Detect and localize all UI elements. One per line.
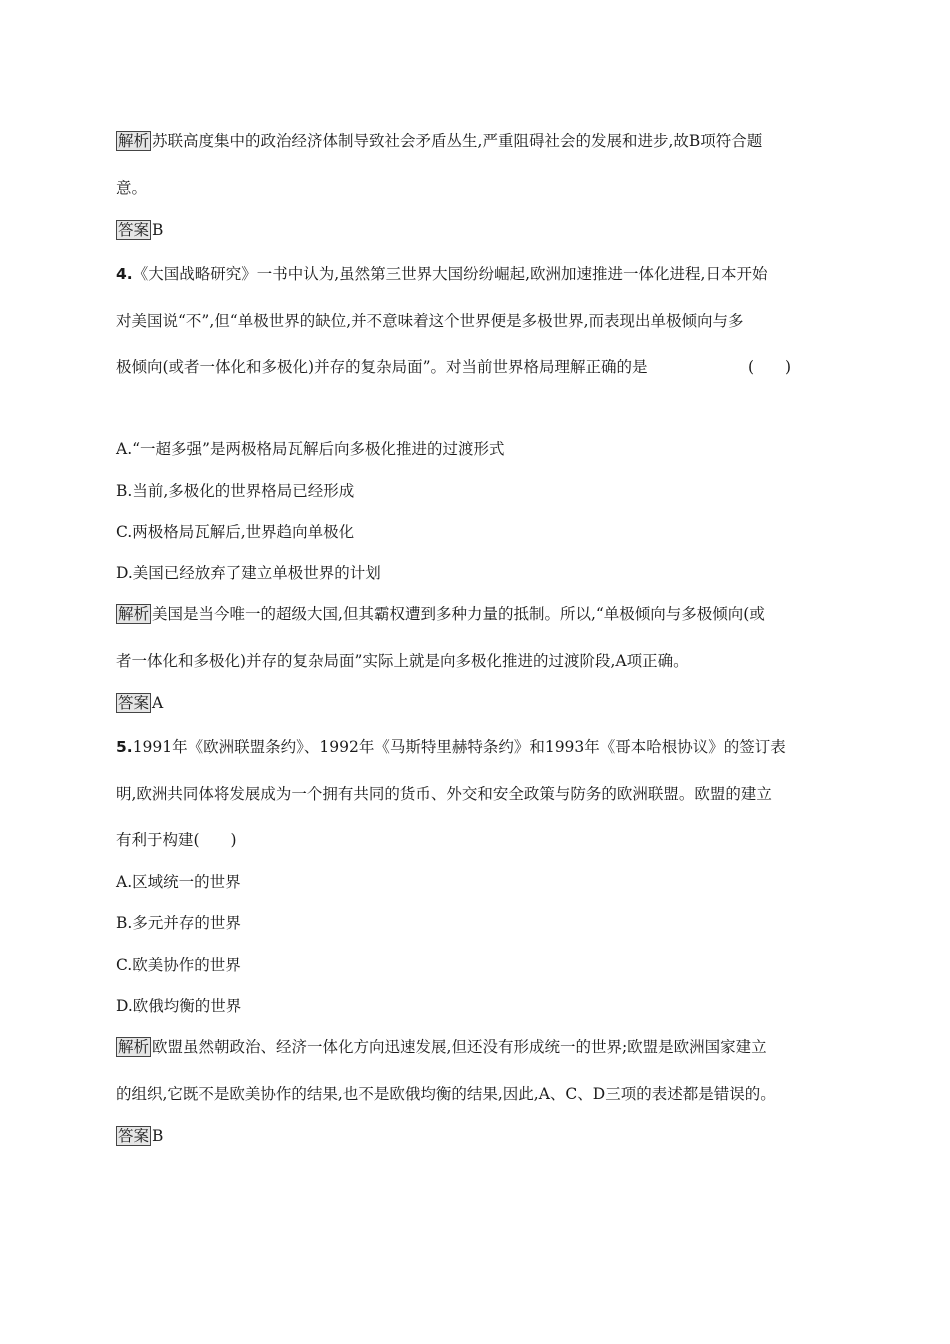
analysis-tag: 解析 xyxy=(118,1038,150,1056)
analysis-tag: 解析 xyxy=(118,132,150,150)
analysis-text: 苏联高度集中的政治经济体制导致社会矛盾丛生,严重阻碍社会的发展和进步,故B项符合题 xyxy=(152,132,763,150)
q4-analysis-line2: 者一体化和多极化)并存的复杂局面”实际上就是向多极化推进的过渡阶段,A项正确。 xyxy=(116,652,689,670)
q5-option-a: A.区域统一的世界 xyxy=(116,873,241,891)
answer-value: B xyxy=(152,1127,164,1145)
q4-stem-line1 xyxy=(116,264,767,284)
q3-analysis-line1 xyxy=(116,131,762,151)
answer-tag: 答案 xyxy=(118,221,150,239)
answer-tag: 答案 xyxy=(118,694,150,712)
analysis-text: 欧盟虽然朝政治、经济一体化方向迅速发展,但还没有形成统一的世界;欧盟是欧洲国家建立 xyxy=(152,1038,767,1056)
answer-value: B xyxy=(152,221,164,239)
question-number: 4. xyxy=(116,265,133,283)
q4-analysis-line1 xyxy=(116,604,765,624)
q4-option-d: D.美国已经放弃了建立单极世界的计划 xyxy=(116,564,381,582)
q5-answer xyxy=(116,1126,163,1146)
stem-text: 《大国战略研究》一书中认为,虽然第三世界大国纷纷崛起,欧洲加速推进一体化进程,日本开始 xyxy=(132,265,768,283)
q5-analysis-line1 xyxy=(116,1037,767,1057)
q4-answer xyxy=(116,693,163,713)
analysis-tag: 解析 xyxy=(118,605,150,623)
q3-answer xyxy=(116,220,163,240)
q5-stem-line3: 有利于构建( ) xyxy=(116,831,237,849)
q5-stem-line1 xyxy=(116,737,786,757)
q3-analysis-line2: 意。 xyxy=(116,179,148,197)
analysis-text: 美国是当今唯一的超级大国,但其霸权遭到多种力量的抵制。所以,“单极倾向与多极倾向(或 xyxy=(152,605,765,623)
q4-option-a: A.“一超多强”是两极格局瓦解后向多极化推进的过渡形式 xyxy=(116,440,505,458)
answer-tag: 答案 xyxy=(118,1127,150,1145)
q5-stem-line2: 明,欧洲共同体将发展成为一个拥有共同的货币、外交和安全政策与防务的欧洲联盟。欧盟的建立 xyxy=(116,785,772,803)
q4-option-b: B.当前,多极化的世界格局已经形成 xyxy=(116,482,355,500)
stem-text: 极倾向(或者一体化和多极化)并存的复杂局面”。对当前世界格局理解正确的是 xyxy=(116,358,648,376)
q5-option-c: C.欧美协作的世界 xyxy=(116,956,241,974)
q4-stem-line2: 对美国说“不”,但“单极世界的缺位,并不意味着这个世界便是多极世界,而表现出单极倾向与多 xyxy=(116,312,744,330)
q4-stem-line3 xyxy=(116,357,836,377)
question-number: 5. xyxy=(116,738,133,756)
q5-option-b: B.多元并存的世界 xyxy=(116,914,241,932)
stem-text: 1991年《欧洲联盟条约》、1992年《马斯特里赫特条约》和1993年《哥本哈根协议》的签订表 xyxy=(132,738,786,756)
q5-analysis-line2: 的组织,它既不是欧美协作的结果,也不是欧俄均衡的结果,因此,A、C、D三项的表述都是错误的。 xyxy=(116,1085,776,1103)
answer-paren: ( ) xyxy=(748,358,792,376)
answer-value: A xyxy=(152,694,164,712)
q4-option-c: C.两极格局瓦解后,世界趋向单极化 xyxy=(116,523,355,541)
q5-option-d: D.欧俄均衡的世界 xyxy=(116,997,242,1015)
